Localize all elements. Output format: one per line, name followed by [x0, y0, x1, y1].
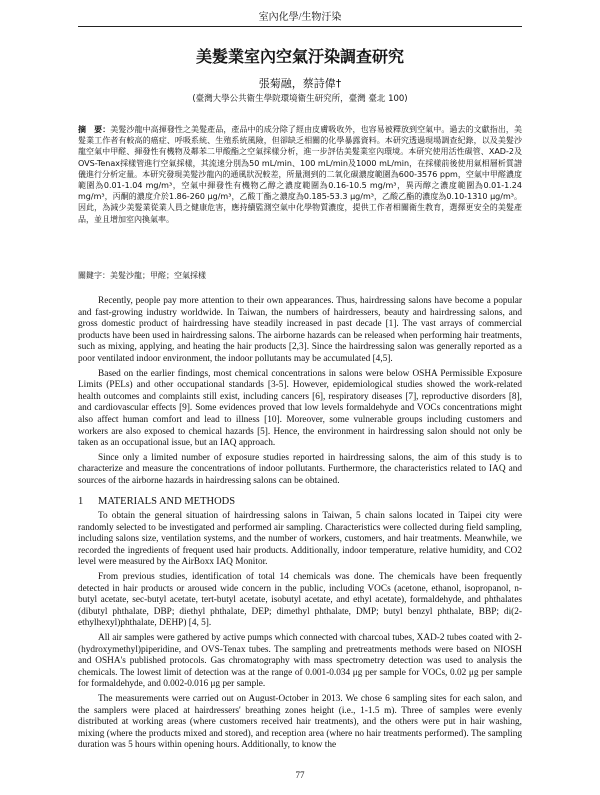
- intro-paragraph: Based on the earlier findings, most chemical concentrations in salons were below OSHA Permissible Exposure Limits (PELs) and other occupational standards [3-5]. However, epidemiological studies showed the work-related health outcomes and complaints still exist, including cancers [6], respiratory diseases [7], reproductive disorders [8], and cardiovascular effects [9]. Some evidences proved that low levels formaldehyde and VOCs concentrations might also affect human comfort and lead to illness [10]. Moreover, some vulnerable groups including customers and workers are also exposed to chemical hazards [5]. Hence, the environment in hairdressing salon should not only be taken as an occupational issue, but an IAQ approach.: [78, 368, 522, 449]
- running-header: 室內化學/生物汙染: [258, 12, 342, 23]
- methods-paragraph: From previous studies, identification of total 14 chemicals was done. The chemicals have been frequently detected in hair products or aroused wide concern in the public, including VOCs (acetone, ethanol, isopropanol, n-butyl acetate, sec-butyl acetate, tert-butyl acetate, isobutyl acetate, and ethyl acetate), formaldehyde, and phthalates (dibutyl phthalate, DBP; diethyl phthalate, DEP; dimethyl phthalate, DMP; butyl benzyl phthalate, BBP; di(2-ethylhexyl)phthalate, DEHP) [4, 5].: [78, 572, 522, 629]
- header-divider: [78, 26, 522, 27]
- methods-paragraph: To obtain the general situation of hairdressing salons in Taiwan, 5 chain salons located in Taipei city were randomly selected to be investigated and performed air sampling. Characteristics were collected during field sampling, including salons size, ventilation systems, and the number of workers, customers, and hair treatments. Meanwhile, we recorded the ingredients of frequent used hair products. Additionally, indoor temperature, relative humidity, and CO2 level were measured by the AirBoxx IAQ Monitor.: [78, 511, 522, 568]
- paper-affiliation: (臺灣大學公共衛生學院環境衛生研究所，臺灣 臺北 100): [192, 94, 408, 104]
- section-heading: [78, 496, 522, 508]
- keywords: 關鍵字：美髮沙龍；甲醛；空氣採樣: [78, 271, 206, 280]
- intro-paragraph: Recently, people pay more attention to their own appearances. Thus, hairdressing salons have become a popular and fast-growing industry worldwide. In Taiwan, the numbers of hairdressers, beauty and hairdressing salons, and gross domestic product of hairdressing have steadily increased in past decade [1]. The vast arrays of commercial products have been used in hairdressing salons. The airborne hazards can be released when performing hair treatments, such as mixing, applying, and heating the hair products [2,3]. Since the hairdressing salon was generally reported as a poor ventilated indoor environment, the indoor pollutants may be accumulated [4,5].: [78, 296, 522, 364]
- page-number: 77: [295, 770, 305, 780]
- methods-paragraph: The measurements were carried out on August-October in 2013. We chose 6 sampling sites for each salon, and the samplers were placed at hairdressers' breathing zones height (i.e., 1-1.5 m). Three of samples were evenly distributed at working areas (where customers received hair treatments), and the others were put in hair washing, mixing (where the products mixed and stored), and reception area (where no hair treatments performed). The sampling duration was 5 hours within opening hours. Additionally, to know the: [78, 694, 522, 751]
- abstract-text: 美髮沙龍中高揮發性之美髮產品，產品中的成分除了經由皮膚吸收外，也容易被釋放到空氣中。過去的文獻指出，美髮業工作者有較高的癌症、呼吸系統、生殖系統風險，但卻缺乏相關的化學暴露資料。本研究透過現場調查紀錄，以及美髮沙龍空氣中甲醛、揮發性有機物及鄰苯二甲酸酯之空氣採樣分析，進一步評估美髮業室內環境。本研究使用活性碳管、XAD-2及OVS-Tenax採樣管進行空氣採樣，其流速分別為50 mL/min、100 mL/min及1000 mL/min，在採樣前後使用氣相層析質譜儀進行分析定量。本研究發現美髮沙龍內的通風狀況較差，所量測到的二氧化碳濃度範圍為600-3576 ppm，空氣中甲醛濃度範圍為0.01-1.04 mg/m³，空氣中揮發性有機物乙醇之濃度範圍為0.16-10.5 mg/m³，異丙醇之濃度範圍為0.01-1.24 mg/m³，丙酮的濃度介於1.86-260 μg/m³，乙酸丁酯之濃度為0.185-53.3 μg/m³，乙酸乙酯的濃度為0.10-1310 μg/m³。因此，為減少美髮業從業人員之健康危害，應持續監測空氣中化學物質濃度，提供工作者相關衛生教育，選擇更安全的美髮產品，並且增加室內換氣率。: [78, 125, 522, 224]
- intro-paragraph: Since only a limited number of exposure studies reported in hairdressing salons, the aim of this study is to characterize and measure the concentrations of indoor pollutants. Furthermore, the characteristics related to IAQ and sources of the airborne hazards in hairdressing salons can be obtained.: [78, 452, 522, 486]
- paper-title: 美髮業室內空氣汙染調查研究: [195, 47, 404, 66]
- paper-body: [78, 296, 522, 755]
- paper-authors: 張菊融，蔡詩偉†: [258, 77, 342, 90]
- section-number: 1: [78, 495, 84, 507]
- abstract: [78, 124, 522, 225]
- section-title: MATERIALS AND METHODS: [98, 495, 236, 507]
- abstract-label: 摘 要：: [78, 125, 111, 134]
- methods-paragraph: All air samples were gathered by active pumps which connected with charcoal tubes, XAD-2 tubes coated with 2-(hydroxymethyl)piperidine, and OVS-Tenax tubes. The sampling and pretreatments methods were based on NIOSH and OSHA's published protocols. Gas chromatography with mass spectrometry detection was used to analysis the chemicals. The lowest limit of detection was at the range of 0.001-0.034 μg per sample for VOCs, 0.02 μg per sample for formaldehyde, and 0.002-0.016 μg per sample.: [78, 633, 522, 690]
